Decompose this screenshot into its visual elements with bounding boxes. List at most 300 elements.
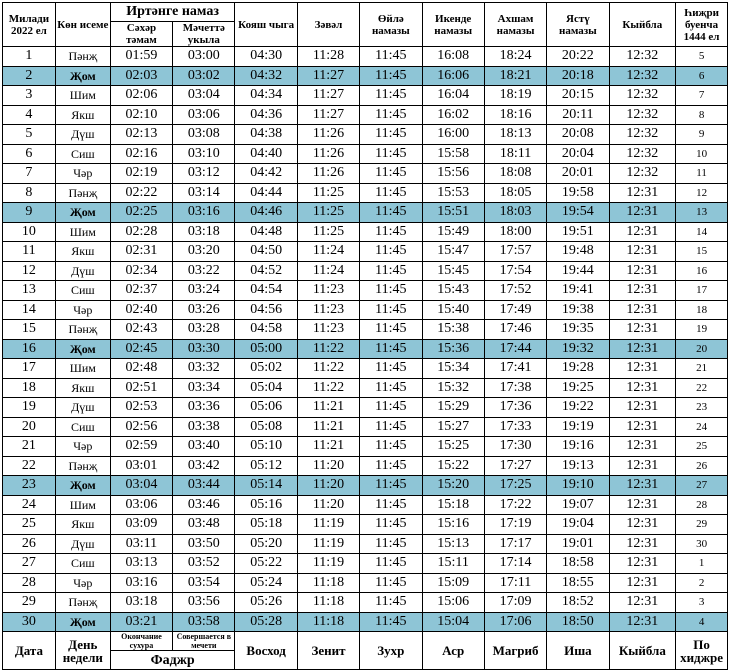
cell-sunrise: 05:08 <box>235 417 297 437</box>
cell-hijri: 8 <box>676 105 728 125</box>
cell-sunrise: 04:58 <box>235 320 297 340</box>
cell-hijri: 16 <box>676 261 728 281</box>
cell-sunrise: 04:32 <box>235 66 297 86</box>
cell-date: 12 <box>3 261 56 281</box>
cell-zenith: 11:23 <box>297 300 359 320</box>
cell-maghrib: 17:14 <box>484 554 546 574</box>
cell-isha: 18:50 <box>547 612 609 632</box>
cell-day: Җом <box>55 203 110 223</box>
cell-suhur: 02:59 <box>110 437 172 457</box>
table-row <box>3 378 728 398</box>
cell-date: 9 <box>3 203 56 223</box>
cell-zenith: 11:27 <box>297 105 359 125</box>
cell-day: Җом <box>55 476 110 496</box>
cell-maghrib: 17:33 <box>484 417 546 437</box>
cell-qibla: 12:31 <box>609 495 676 515</box>
cell-zenith: 11:18 <box>297 612 359 632</box>
cell-suhur: 02:51 <box>110 378 172 398</box>
cell-dhuhr: 11:45 <box>360 281 422 301</box>
table-row <box>3 456 728 476</box>
cell-zenith: 11:22 <box>297 359 359 379</box>
cell-dhuhr: 11:45 <box>360 437 422 457</box>
cell-zenith: 11:18 <box>297 573 359 593</box>
cell-qibla: 12:32 <box>609 105 676 125</box>
cell-mosque: 03:34 <box>173 378 235 398</box>
table-row <box>3 203 728 223</box>
cell-day: Сиш <box>55 417 110 437</box>
cell-suhur: 03:21 <box>110 612 172 632</box>
cell-day: Җом <box>55 612 110 632</box>
cell-zenith: 11:22 <box>297 378 359 398</box>
cell-date: 3 <box>3 86 56 106</box>
cell-zenith: 11:21 <box>297 417 359 437</box>
footer-asr: Аср <box>422 632 484 670</box>
cell-suhur: 02:13 <box>110 125 172 145</box>
table-row <box>3 125 728 145</box>
cell-dhuhr: 11:45 <box>360 573 422 593</box>
cell-sunrise: 04:34 <box>235 86 297 106</box>
cell-asr: 16:02 <box>422 105 484 125</box>
table-body <box>3 47 728 632</box>
table-row <box>3 339 728 359</box>
cell-day: Дүш <box>55 125 110 145</box>
cell-qibla: 12:31 <box>609 476 676 496</box>
cell-suhur: 03:09 <box>110 515 172 535</box>
cell-day: Чәр <box>55 437 110 457</box>
cell-dhuhr: 11:45 <box>360 593 422 613</box>
cell-date: 1 <box>3 47 56 67</box>
cell-date: 27 <box>3 554 56 574</box>
header-zenith: Зәвәл <box>297 3 359 47</box>
cell-asr: 15:11 <box>422 554 484 574</box>
cell-asr: 16:00 <box>422 125 484 145</box>
cell-date: 30 <box>3 612 56 632</box>
cell-maghrib: 17:46 <box>484 320 546 340</box>
cell-day: Пәнҗ <box>55 183 110 203</box>
cell-mosque: 03:46 <box>173 495 235 515</box>
cell-asr: 16:06 <box>422 66 484 86</box>
cell-sunrise: 04:52 <box>235 261 297 281</box>
cell-date: 8 <box>3 183 56 203</box>
cell-mosque: 03:44 <box>173 476 235 496</box>
footer-fajr-group: Фаджр <box>110 651 235 670</box>
table-row <box>3 359 728 379</box>
cell-hijri: 3 <box>676 593 728 613</box>
cell-asr: 15:06 <box>422 593 484 613</box>
cell-dhuhr: 11:45 <box>360 261 422 281</box>
cell-date: 14 <box>3 300 56 320</box>
cell-asr: 15:49 <box>422 222 484 242</box>
cell-date: 15 <box>3 320 56 340</box>
footer-dhuhr: Зухр <box>360 632 422 670</box>
cell-sunrise: 05:24 <box>235 573 297 593</box>
cell-dhuhr: 11:45 <box>360 456 422 476</box>
cell-asr: 15:04 <box>422 612 484 632</box>
cell-day: Чәр <box>55 164 110 184</box>
cell-dhuhr: 11:45 <box>360 495 422 515</box>
cell-hijri: 2 <box>676 573 728 593</box>
cell-suhur: 02:25 <box>110 203 172 223</box>
table-row <box>3 398 728 418</box>
cell-suhur: 03:16 <box>110 573 172 593</box>
cell-suhur: 02:19 <box>110 164 172 184</box>
cell-hijri: 23 <box>676 398 728 418</box>
cell-sunrise: 04:48 <box>235 222 297 242</box>
cell-zenith: 11:26 <box>297 125 359 145</box>
cell-hijri: 4 <box>676 612 728 632</box>
cell-asr: 15:20 <box>422 476 484 496</box>
header-mosque: Мәчеттә укыла <box>173 22 235 47</box>
cell-day: Пәнҗ <box>55 47 110 67</box>
cell-hijri: 13 <box>676 203 728 223</box>
cell-hijri: 27 <box>676 476 728 496</box>
cell-qibla: 12:31 <box>609 573 676 593</box>
cell-sunrise: 05:20 <box>235 534 297 554</box>
cell-sunrise: 04:42 <box>235 164 297 184</box>
table-row <box>3 554 728 574</box>
cell-date: 24 <box>3 495 56 515</box>
cell-maghrib: 17:36 <box>484 398 546 418</box>
cell-hijri: 18 <box>676 300 728 320</box>
cell-asr: 15:53 <box>422 183 484 203</box>
cell-qibla: 12:31 <box>609 242 676 262</box>
cell-sunrise: 04:40 <box>235 144 297 164</box>
table-row <box>3 86 728 106</box>
table-row <box>3 320 728 340</box>
cell-suhur: 02:40 <box>110 300 172 320</box>
cell-isha: 20:15 <box>547 86 609 106</box>
cell-isha: 19:10 <box>547 476 609 496</box>
cell-date: 29 <box>3 593 56 613</box>
cell-date: 19 <box>3 398 56 418</box>
cell-dhuhr: 11:45 <box>360 398 422 418</box>
cell-qibla: 12:31 <box>609 417 676 437</box>
cell-isha: 19:54 <box>547 203 609 223</box>
cell-sunrise: 05:04 <box>235 378 297 398</box>
header-date: Милади 2022 ел <box>3 3 56 47</box>
cell-hijri: 5 <box>676 47 728 67</box>
cell-dhuhr: 11:45 <box>360 105 422 125</box>
cell-maghrib: 17:11 <box>484 573 546 593</box>
cell-mosque: 03:50 <box>173 534 235 554</box>
cell-day: Сиш <box>55 281 110 301</box>
cell-dhuhr: 11:45 <box>360 320 422 340</box>
table-row <box>3 476 728 496</box>
footer-hijri: По хиджре <box>676 632 728 670</box>
cell-sunrise: 05:00 <box>235 339 297 359</box>
cell-dhuhr: 11:45 <box>360 554 422 574</box>
cell-date: 18 <box>3 378 56 398</box>
cell-maghrib: 17:54 <box>484 261 546 281</box>
cell-day: Дүш <box>55 261 110 281</box>
table-row <box>3 495 728 515</box>
cell-suhur: 02:37 <box>110 281 172 301</box>
cell-qibla: 12:31 <box>609 398 676 418</box>
cell-maghrib: 17:19 <box>484 515 546 535</box>
cell-day: Дүш <box>55 398 110 418</box>
cell-hijri: 24 <box>676 417 728 437</box>
header-hijri: Һиҗри буенча 1444 ел <box>676 3 728 47</box>
cell-dhuhr: 11:45 <box>360 476 422 496</box>
cell-hijri: 11 <box>676 164 728 184</box>
cell-mosque: 03:02 <box>173 66 235 86</box>
cell-isha: 18:58 <box>547 554 609 574</box>
cell-mosque: 03:28 <box>173 320 235 340</box>
cell-day: Якш <box>55 515 110 535</box>
cell-maghrib: 18:24 <box>484 47 546 67</box>
cell-suhur: 02:34 <box>110 261 172 281</box>
cell-isha: 19:38 <box>547 300 609 320</box>
cell-qibla: 12:31 <box>609 300 676 320</box>
cell-suhur: 01:59 <box>110 47 172 67</box>
cell-maghrib: 18:19 <box>484 86 546 106</box>
cell-dhuhr: 11:45 <box>360 183 422 203</box>
cell-hijri: 15 <box>676 242 728 262</box>
cell-hijri: 17 <box>676 281 728 301</box>
cell-sunrise: 05:16 <box>235 495 297 515</box>
cell-mosque: 03:38 <box>173 417 235 437</box>
cell-mosque: 03:04 <box>173 86 235 106</box>
cell-asr: 15:45 <box>422 261 484 281</box>
cell-zenith: 11:25 <box>297 203 359 223</box>
cell-maghrib: 17:22 <box>484 495 546 515</box>
cell-dhuhr: 11:45 <box>360 86 422 106</box>
cell-suhur: 02:16 <box>110 144 172 164</box>
cell-sunrise: 04:56 <box>235 300 297 320</box>
cell-isha: 20:01 <box>547 164 609 184</box>
cell-hijri: 14 <box>676 222 728 242</box>
table-row <box>3 281 728 301</box>
cell-day: Җом <box>55 339 110 359</box>
cell-qibla: 12:31 <box>609 222 676 242</box>
cell-dhuhr: 11:45 <box>360 378 422 398</box>
cell-qibla: 12:31 <box>609 378 676 398</box>
cell-day: Пәнҗ <box>55 320 110 340</box>
cell-date: 23 <box>3 476 56 496</box>
cell-suhur: 02:03 <box>110 66 172 86</box>
cell-qibla: 12:31 <box>609 339 676 359</box>
cell-suhur: 02:06 <box>110 86 172 106</box>
cell-zenith: 11:20 <box>297 456 359 476</box>
table-row <box>3 417 728 437</box>
cell-sunrise: 04:44 <box>235 183 297 203</box>
cell-zenith: 11:19 <box>297 554 359 574</box>
table-row <box>3 534 728 554</box>
cell-isha: 20:04 <box>547 144 609 164</box>
cell-suhur: 02:10 <box>110 105 172 125</box>
cell-date: 17 <box>3 359 56 379</box>
cell-sunrise: 05:26 <box>235 593 297 613</box>
cell-isha: 20:11 <box>547 105 609 125</box>
cell-dhuhr: 11:45 <box>360 300 422 320</box>
cell-qibla: 12:32 <box>609 164 676 184</box>
cell-hijri: 28 <box>676 495 728 515</box>
cell-isha: 19:41 <box>547 281 609 301</box>
cell-qibla: 12:31 <box>609 183 676 203</box>
cell-date: 26 <box>3 534 56 554</box>
header-maghrib: Ахшам намазы <box>484 3 546 47</box>
cell-asr: 15:25 <box>422 437 484 457</box>
cell-mosque: 03:40 <box>173 437 235 457</box>
table-row <box>3 593 728 613</box>
cell-isha: 19:35 <box>547 320 609 340</box>
cell-dhuhr: 11:45 <box>360 612 422 632</box>
cell-asr: 15:13 <box>422 534 484 554</box>
cell-hijri: 26 <box>676 456 728 476</box>
cell-sunrise: 04:36 <box>235 105 297 125</box>
cell-isha: 19:44 <box>547 261 609 281</box>
cell-hijri: 7 <box>676 86 728 106</box>
cell-isha: 19:28 <box>547 359 609 379</box>
cell-sunrise: 05:02 <box>235 359 297 379</box>
cell-mosque: 03:10 <box>173 144 235 164</box>
cell-zenith: 11:27 <box>297 66 359 86</box>
cell-maghrib: 18:16 <box>484 105 546 125</box>
cell-day: Дүш <box>55 534 110 554</box>
cell-suhur: 02:45 <box>110 339 172 359</box>
cell-suhur: 02:53 <box>110 398 172 418</box>
header-sunrise: Кояш чыга <box>235 3 297 47</box>
cell-isha: 18:52 <box>547 593 609 613</box>
cell-suhur: 02:31 <box>110 242 172 262</box>
cell-sunrise: 04:46 <box>235 203 297 223</box>
cell-maghrib: 18:03 <box>484 203 546 223</box>
cell-asr: 15:58 <box>422 144 484 164</box>
cell-date: 7 <box>3 164 56 184</box>
table-row <box>3 300 728 320</box>
cell-qibla: 12:31 <box>609 515 676 535</box>
cell-mosque: 03:00 <box>173 47 235 67</box>
cell-dhuhr: 11:45 <box>360 515 422 535</box>
cell-mosque: 03:32 <box>173 359 235 379</box>
cell-date: 21 <box>3 437 56 457</box>
cell-date: 16 <box>3 339 56 359</box>
cell-mosque: 03:56 <box>173 593 235 613</box>
cell-qibla: 12:32 <box>609 66 676 86</box>
cell-dhuhr: 11:45 <box>360 203 422 223</box>
cell-hijri: 10 <box>676 144 728 164</box>
cell-isha: 18:55 <box>547 573 609 593</box>
cell-mosque: 03:30 <box>173 339 235 359</box>
cell-qibla: 12:32 <box>609 86 676 106</box>
prayer-times-table <box>2 2 728 670</box>
cell-sunrise: 05:28 <box>235 612 297 632</box>
cell-mosque: 03:18 <box>173 222 235 242</box>
cell-zenith: 11:28 <box>297 47 359 67</box>
cell-hijri: 20 <box>676 339 728 359</box>
cell-hijri: 30 <box>676 534 728 554</box>
header-fajr-group: Иртәнге намаз <box>110 3 235 22</box>
footer-isha: Иша <box>547 632 609 670</box>
cell-asr: 15:40 <box>422 300 484 320</box>
table-footer <box>3 632 728 670</box>
cell-maghrib: 18:05 <box>484 183 546 203</box>
cell-asr: 15:27 <box>422 417 484 437</box>
cell-asr: 16:04 <box>422 86 484 106</box>
table-row <box>3 183 728 203</box>
cell-hijri: 25 <box>676 437 728 457</box>
cell-zenith: 11:25 <box>297 183 359 203</box>
cell-date: 13 <box>3 281 56 301</box>
cell-date: 20 <box>3 417 56 437</box>
cell-date: 11 <box>3 242 56 262</box>
cell-mosque: 03:14 <box>173 183 235 203</box>
table-row <box>3 573 728 593</box>
cell-mosque: 03:12 <box>173 164 235 184</box>
cell-dhuhr: 11:45 <box>360 242 422 262</box>
cell-asr: 15:22 <box>422 456 484 476</box>
cell-mosque: 03:54 <box>173 573 235 593</box>
cell-day: Шим <box>55 222 110 242</box>
cell-asr: 15:29 <box>422 398 484 418</box>
cell-hijri: 6 <box>676 66 728 86</box>
cell-zenith: 11:23 <box>297 281 359 301</box>
footer-mosque: Совершается в мечети <box>173 632 235 651</box>
cell-suhur: 02:56 <box>110 417 172 437</box>
cell-sunrise: 05:10 <box>235 437 297 457</box>
cell-zenith: 11:24 <box>297 261 359 281</box>
cell-asr: 15:43 <box>422 281 484 301</box>
header-suhur: Сәхәр тәмам <box>110 22 172 47</box>
cell-qibla: 12:31 <box>609 554 676 574</box>
cell-qibla: 12:31 <box>609 456 676 476</box>
cell-maghrib: 17:30 <box>484 437 546 457</box>
cell-asr: 15:47 <box>422 242 484 262</box>
cell-maghrib: 17:57 <box>484 242 546 262</box>
cell-date: 2 <box>3 66 56 86</box>
cell-zenith: 11:18 <box>297 593 359 613</box>
cell-suhur: 02:28 <box>110 222 172 242</box>
cell-suhur: 02:22 <box>110 183 172 203</box>
footer-suhur: Окончание сухура <box>110 632 172 651</box>
table-row <box>3 105 728 125</box>
cell-day: Чәр <box>55 300 110 320</box>
footer-zenith: Зенит <box>297 632 359 670</box>
cell-date: 6 <box>3 144 56 164</box>
cell-dhuhr: 11:45 <box>360 47 422 67</box>
cell-isha: 19:58 <box>547 183 609 203</box>
cell-zenith: 11:19 <box>297 534 359 554</box>
cell-sunrise: 04:54 <box>235 281 297 301</box>
cell-asr: 15:18 <box>422 495 484 515</box>
cell-hijri: 1 <box>676 554 728 574</box>
cell-suhur: 02:48 <box>110 359 172 379</box>
cell-qibla: 12:31 <box>609 261 676 281</box>
cell-maghrib: 17:41 <box>484 359 546 379</box>
cell-sunrise: 04:50 <box>235 242 297 262</box>
cell-zenith: 11:27 <box>297 86 359 106</box>
footer-qibla: Кыйбла <box>609 632 676 670</box>
cell-mosque: 03:22 <box>173 261 235 281</box>
table-row <box>3 164 728 184</box>
cell-isha: 20:22 <box>547 47 609 67</box>
cell-suhur: 03:13 <box>110 554 172 574</box>
cell-maghrib: 17:06 <box>484 612 546 632</box>
cell-zenith: 11:21 <box>297 437 359 457</box>
cell-isha: 19:22 <box>547 398 609 418</box>
cell-day: Чәр <box>55 573 110 593</box>
cell-day: Шим <box>55 86 110 106</box>
cell-sunrise: 04:38 <box>235 125 297 145</box>
cell-hijri: 29 <box>676 515 728 535</box>
cell-isha: 19:04 <box>547 515 609 535</box>
cell-hijri: 22 <box>676 378 728 398</box>
cell-asr: 15:56 <box>422 164 484 184</box>
cell-isha: 19:16 <box>547 437 609 457</box>
cell-sunrise: 05:18 <box>235 515 297 535</box>
cell-day: Җом <box>55 66 110 86</box>
cell-mosque: 03:16 <box>173 203 235 223</box>
